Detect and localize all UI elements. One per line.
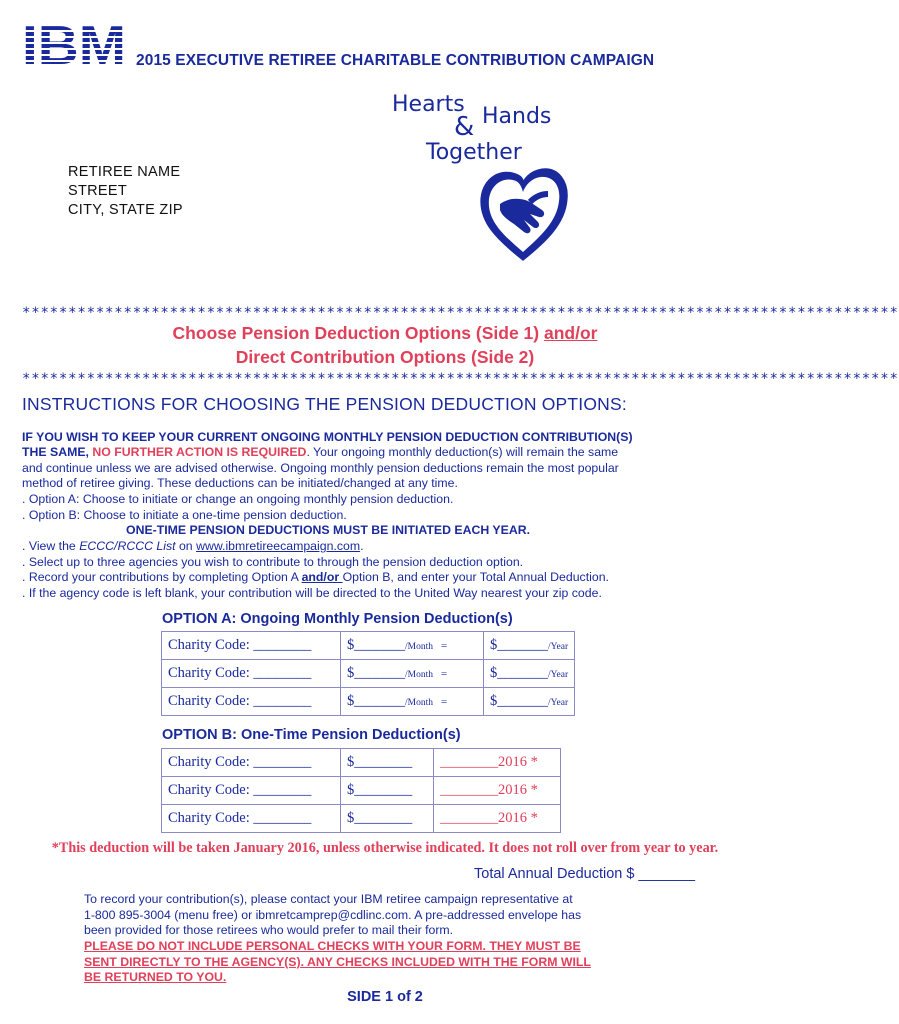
- table-row: [162, 660, 575, 688]
- charity-code-field[interactable]: Charity Code: ________: [162, 632, 341, 660]
- yearly-amount-field[interactable]: [484, 632, 575, 660]
- yearly-amount: $_______: [490, 637, 548, 653]
- record-line3: been provided for those retirees who would prefer to mail their form.: [84, 923, 454, 937]
- total-annual-deduction-field[interactable]: Total Annual Deduction $ _______: [474, 866, 695, 882]
- record-line1: To record your contribution(s), please contact your IBM retiree campaign representative at: [84, 892, 573, 906]
- monthly-amount-field[interactable]: [341, 632, 484, 660]
- bullet-option-b: . Option B: Choose to initiate a one-time pension deduction.: [22, 508, 347, 522]
- divider-stars-top: ***********************************************************************************************: [22, 305, 899, 321]
- view-text: . View the: [22, 539, 80, 553]
- one-time-amount-field[interactable]: $________: [341, 749, 434, 777]
- record-rest: Option B, and enter your Total Annual Deduction.: [342, 570, 609, 584]
- charity-code-field[interactable]: Charity Code: ________: [162, 688, 341, 716]
- same-text: THE SAME,: [22, 445, 93, 459]
- instructions-keep-line1: IF YOU WISH TO KEEP YOUR CURRENT ONGOING MONTHLY PENSION DEDUCTION CONTRIBUTION(S): [22, 430, 633, 444]
- page-indicator: SIDE 1 of 2: [347, 989, 423, 1005]
- record-text: . Record your contributions by completing Option A: [22, 570, 302, 584]
- divider-stars-bottom: ***********************************************************************************************: [22, 371, 899, 387]
- choose-heading-line1: [0, 323, 770, 344]
- month-unit: /Month: [405, 698, 433, 708]
- monthly-amount: $_______: [347, 665, 405, 681]
- yearly-amount: $_______: [490, 665, 548, 681]
- one-time-amount-field[interactable]: $________: [341, 777, 434, 805]
- charity-code-field[interactable]: Charity Code: ________: [162, 660, 341, 688]
- deduction-date-field[interactable]: ________2016 *: [434, 777, 561, 805]
- retiree-city-state-zip: CITY, STATE ZIP: [68, 202, 183, 218]
- record-andor: and/or: [301, 570, 343, 584]
- instructions-keep-line2: [22, 445, 618, 459]
- page-title: 2015 EXECUTIVE RETIREE CHARITABLE CONTRIBUTION CAMPAIGN: [136, 52, 655, 69]
- monthly-amount: $_______: [347, 637, 405, 653]
- option-b-title: OPTION B: One-Time Pension Deduction(s): [162, 727, 461, 743]
- deduction-date-field[interactable]: ________2016 *: [434, 805, 561, 833]
- year-unit: /Year: [548, 642, 569, 652]
- yearly-amount-field[interactable]: [484, 688, 575, 716]
- charity-code-field[interactable]: Charity Code: ________: [162, 749, 341, 777]
- charity-code-field[interactable]: Charity Code: ________: [162, 777, 341, 805]
- emblem-ampersand: &: [454, 112, 475, 142]
- bullet-blank-code: . If the agency code is left blank, your contribution will be directed to the United Way nearest your zip code.: [22, 586, 602, 600]
- charity-code-field[interactable]: Charity Code: ________: [162, 805, 341, 833]
- bullet-record: [22, 570, 609, 584]
- heart-handshake-icon: [478, 164, 568, 264]
- checks-warning-line1: PLEASE DO NOT INCLUDE PERSONAL CHECKS WITH YOUR FORM. THEY MUST BE: [84, 939, 581, 953]
- option-a-table: [161, 631, 575, 716]
- monthly-amount-field[interactable]: [341, 688, 484, 716]
- table-row: [162, 688, 575, 716]
- yearly-amount: $_______: [490, 693, 548, 709]
- emblem-word-together: Together: [426, 140, 522, 165]
- no-action-required: NO FURTHER ACTION IS REQUIRED: [92, 445, 307, 459]
- remain-text: . Your ongoing monthly deduction(s) will remain the same: [306, 445, 619, 459]
- retiree-street: STREET: [68, 183, 127, 199]
- ibm-logo: [22, 20, 126, 68]
- retiree-name: RETIREE NAME: [68, 164, 181, 180]
- choose-heading-line2: Direct Contribution Options (Side 2): [235, 347, 535, 367]
- checks-warning-line2: SENT DIRECTLY TO THE AGENCY(S). ANY CHECKS INCLUDED WITH THE FORM WILL: [84, 955, 591, 969]
- emblem-word-hands: Hands: [482, 104, 552, 129]
- emblem-word-hearts: Hearts: [392, 92, 465, 117]
- equals-sign: =: [440, 640, 448, 652]
- campaign-website-link[interactable]: www.ibmretireecampaign.com: [196, 539, 361, 553]
- year-unit: /Year: [548, 670, 569, 680]
- choose-heading-text: Choose Pension Deduction Options (Side 1): [172, 323, 544, 343]
- hearts-hands-emblem: [388, 88, 588, 268]
- year-unit: /Year: [548, 698, 569, 708]
- month-unit: /Month: [405, 670, 433, 680]
- equals-sign: =: [440, 696, 448, 708]
- on-text: on: [175, 539, 197, 553]
- one-time-amount-field[interactable]: $________: [341, 805, 434, 833]
- option-a-title: OPTION A: Ongoing Monthly Pension Deduction(s): [162, 611, 513, 627]
- record-line2: 1-800 895-3004 (menu free) or ibmretcamprep@cdlinc.com. A pre-addressed envelope has: [84, 908, 582, 922]
- choose-andor: and/or: [543, 323, 598, 343]
- bullet-select-agencies: . Select up to three agencies you wish to contribute to through the pension deduction option.: [22, 555, 524, 569]
- yearly-amount-field[interactable]: [484, 660, 575, 688]
- table-row: [162, 749, 561, 777]
- monthly-amount: $_______: [347, 693, 405, 709]
- month-unit: /Month: [405, 642, 433, 652]
- option-b-table: [161, 748, 561, 833]
- instructions-line3: and continue unless we are advised otherwise. Ongoing monthly pension deductions remain the most popular: [22, 461, 619, 475]
- checks-warning-line3: BE RETURNED TO YOU.: [84, 970, 227, 984]
- instructions-line4: method of retiree giving. These deductions can be initiated/changed at any time.: [22, 476, 458, 490]
- table-row: [162, 805, 561, 833]
- equals-sign: =: [440, 668, 448, 680]
- deduction-date-field[interactable]: ________2016 *: [434, 749, 561, 777]
- eccc-list: ECCC/RCCC List: [79, 539, 176, 553]
- table-row: [162, 632, 575, 660]
- monthly-amount-field[interactable]: [341, 660, 484, 688]
- deduction-footnote: *This deduction will be taken January 2016, unless otherwise indicated. It does not roll over from year to year.: [51, 840, 719, 856]
- table-row: [162, 777, 561, 805]
- bullet-option-a: . Option A: Choose to initiate or change an ongoing monthly pension deduction.: [22, 492, 454, 506]
- bullet-view-list: [22, 539, 364, 553]
- period: .: [360, 539, 364, 553]
- onetime-warning: ONE-TIME PENSION DEDUCTIONS MUST BE INITIATED EACH YEAR.: [126, 523, 531, 537]
- instructions-heading: INSTRUCTIONS FOR CHOOSING THE PENSION DEDUCTION OPTIONS:: [22, 394, 627, 414]
